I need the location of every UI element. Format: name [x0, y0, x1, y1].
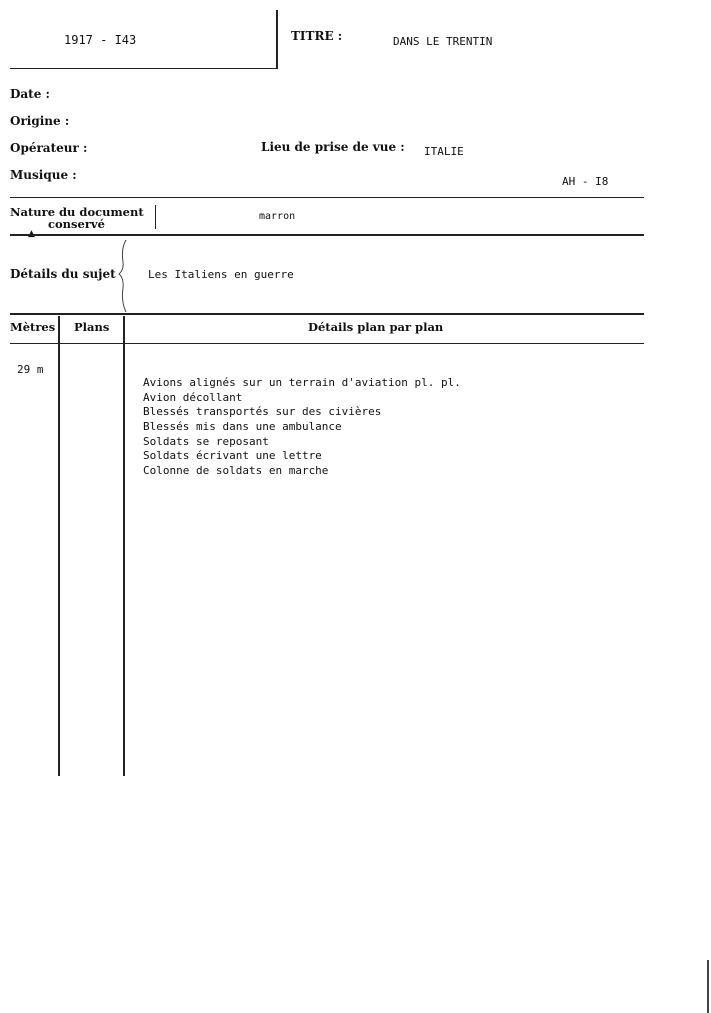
- nature-label-line1: Nature du document: [10, 205, 144, 219]
- col-header-details: Détails plan par plan: [308, 320, 444, 334]
- metres-value: 29 m: [17, 363, 44, 376]
- musique-label: Musique :: [10, 168, 77, 182]
- cote-value: AH - I8: [562, 175, 609, 188]
- detail-line: Blessés mis dans une ambulance: [143, 420, 342, 434]
- column-line-left: [58, 316, 60, 776]
- nature-value: marron: [259, 211, 296, 222]
- operateur-label: Opérateur :: [10, 141, 88, 155]
- sujet-label: Détails du sujet: [10, 267, 116, 281]
- detail-line: Soldats se reposant: [143, 434, 269, 448]
- document-reference: 1917 - I43: [64, 33, 137, 47]
- detail-line: Blessés transportés sur des civières: [143, 405, 382, 419]
- lieu-value: ITALIE: [424, 145, 464, 158]
- nature-brace: [155, 205, 156, 229]
- header-box-bottom-border: [10, 68, 277, 69]
- detail-line: Avions alignés sur un terrain d'aviation pl. pl.: [143, 376, 461, 389]
- details-list: [143, 376, 461, 479]
- detail-line: Avion décollant: [143, 390, 243, 404]
- divider-table-top: [10, 313, 644, 315]
- titre-value: DANS LE TRENTIN: [393, 35, 493, 48]
- col-header-metres: Mètres: [10, 320, 56, 334]
- divider-top: [10, 197, 644, 198]
- divider-nature: [10, 234, 644, 236]
- origine-label: Origine :: [10, 114, 70, 128]
- detail-line: Soldats écrivant une lettre: [143, 449, 322, 463]
- date-label: Date :: [10, 87, 50, 101]
- scan-edge: [707, 960, 709, 1013]
- col-header-plans: Plans: [74, 320, 110, 334]
- sujet-value: Les Italiens en guerre: [148, 268, 294, 281]
- header-box-right-border: [276, 10, 278, 69]
- lieu-label: Lieu de prise de vue :: [261, 140, 405, 154]
- divider-table-header: [10, 343, 644, 344]
- titre-label: TITRE :: [291, 29, 343, 43]
- sujet-brace: [118, 240, 130, 312]
- nature-label-line2: conservé: [48, 217, 105, 231]
- column-line-right: [123, 316, 125, 776]
- detail-line: Colonne de soldats en marche: [143, 464, 329, 478]
